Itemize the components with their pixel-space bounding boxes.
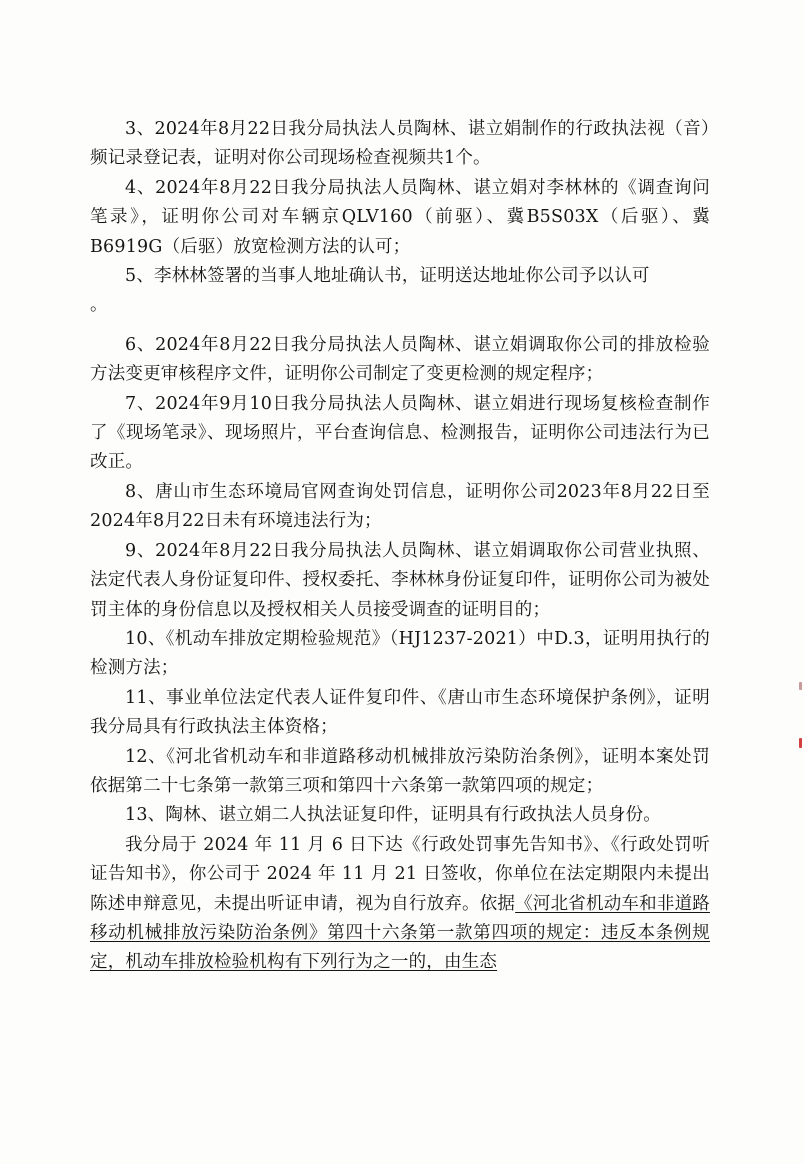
evidence-item-4: 4、2024年8月22日我分局执法人员陶林、谌立娟对李林林的《调查询问笔录》，证明你公司对车辆京QLV160（前驱）、冀B5S03X（后驱）、冀B6919G（后驱）放宽检测方法的认可；: [90, 177, 710, 257]
evidence-item-5: 5、李林林签署的当事人地址确认书，证明送达地址你公司予以认可: [125, 266, 650, 287]
evidence-item-3: 3、2024年8月22日我分局执法人员陶林、谌立娟制作的行政执法视（音）频记录登记表，证明对你公司现场检查视频共1个。: [90, 119, 710, 169]
evidence-item-10: 10、《机动车排放定期检验规范》（HJ1237-2021）中D.3，证明用执行的检测方法；: [90, 628, 710, 679]
evidence-item-8: 8、唐山市生态环境局官网查询处罚信息，证明你公司2023年8月22日至2024年8月22日未有环境违法行为；: [90, 481, 710, 532]
evidence-item-12: 12、《河北省机动车和非道路移动机械排放污染防治条例》，证明本案处罚依据第二十七条第一款第三项和第四十六条第一款第四项的规定；: [90, 746, 710, 796]
notice-text: 我分局于 2024 年 11 月 6 日下达《行政处罚事先告知书》、《行政处罚听证告知书》，你公司于 2024 年 11 月 21 日签收，你单位在法定期限内未提出陈述申辩意见，未提出听证申请，视为自行放弃。依据: [90, 834, 710, 914]
evidence-item-5-trailing-mark: 。: [90, 295, 108, 316]
evidence-item-9: 9、2024年8月22日我分局执法人员陶林、谌立娟调取你公司营业执照、法定代表人身份证复印件、授权委托、李林林身份证复印件，证明你公司为被处罚主体的身份信息以及授权相关人员接受调查的证明目的；: [90, 540, 710, 620]
evidence-item-13: 13、陶林、谌立娟二人执法证复印件，证明具有行政执法人员身份。: [125, 805, 661, 826]
notice-paragraph: [90, 831, 710, 978]
legal-basis-underlined: 《河北省机动车和非道路移动机械排放污染防治条例》第四十六条第一款第四项的规定：违反本条例规定，机动车排放检验机构有下列行为之一的，由生态: [90, 893, 710, 973]
edge-artifact: [799, 738, 802, 748]
edge-artifact: [799, 682, 802, 690]
evidence-item-7: 7、2024年9月10日我分局执法人员陶林、谌立娟进行现场复核检查制作了《现场笔录》、现场照片，平台查询信息、检测报告，证明你公司违法行为已改正。: [90, 393, 710, 473]
document-body: [90, 115, 710, 978]
evidence-item-11: 11、事业单位法定代表人证件复印件、《唐山市生态环境保护条例》，证明我分局具有行政执法主体资格；: [90, 687, 710, 738]
evidence-item-6: 6、2024年8月22日我分局执法人员陶林、谌立娟调取你公司的排放检验方法变更审核程序文件，证明你公司制定了变更检测的规定程序；: [90, 334, 710, 385]
